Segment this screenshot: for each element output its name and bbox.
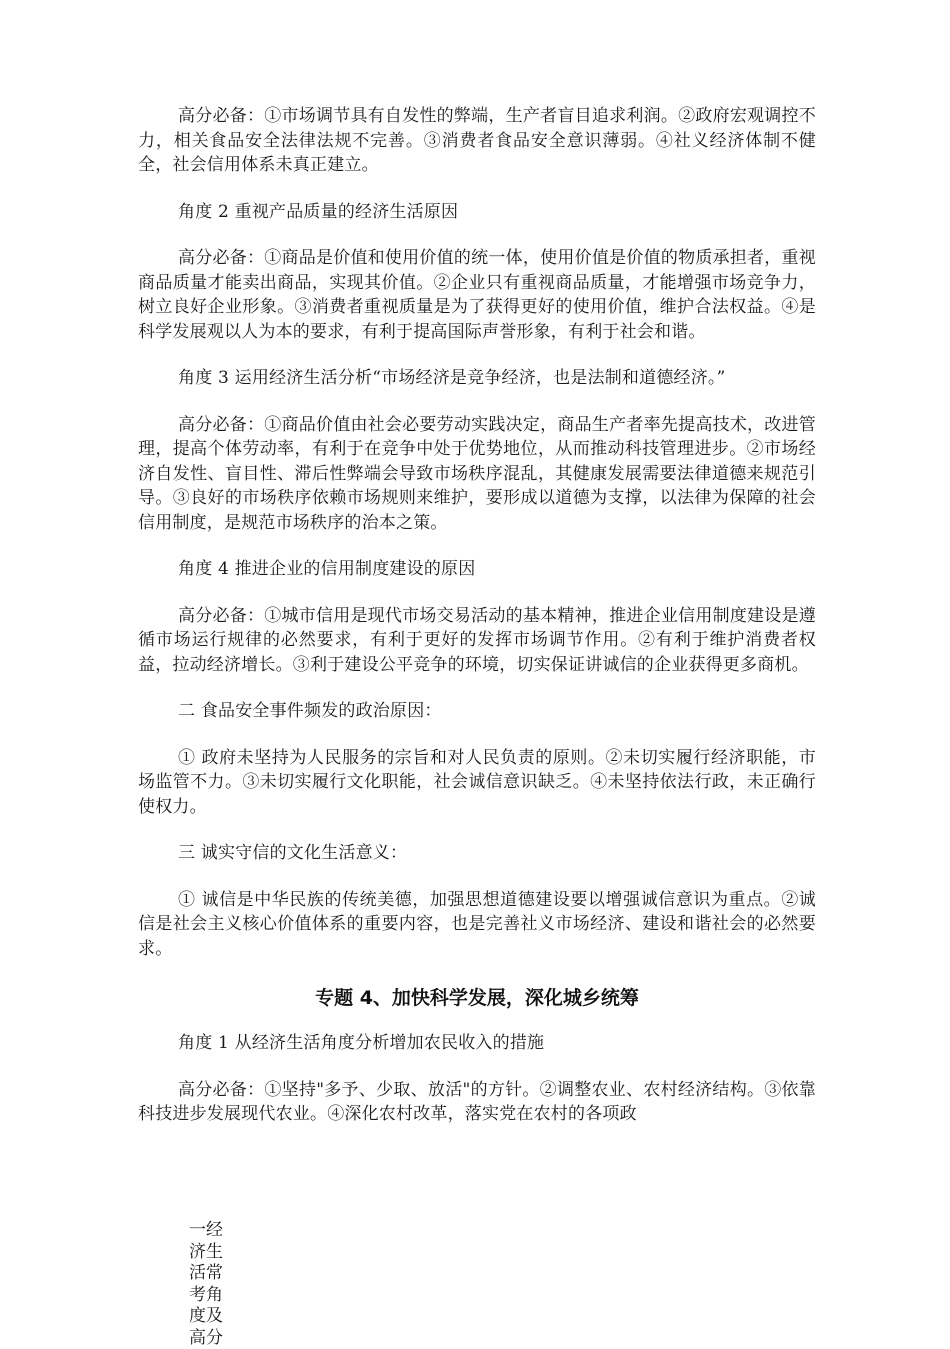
- paragraph-heading-cultural: 三 诚实守信的文化生活意义：: [138, 841, 816, 866]
- vertical-text-line: 济生: [189, 1242, 229, 1264]
- vertical-text-line: 活常: [189, 1263, 229, 1285]
- vertical-text-line: 一经: [189, 1220, 229, 1242]
- section-title: 专题 4、加快科学发展，深化城乡统筹: [138, 983, 816, 1013]
- vertical-text-block: [189, 1220, 229, 1349]
- vertical-text-line: 度及: [189, 1306, 229, 1328]
- document-body: [138, 104, 816, 1127]
- paragraph-answer-3: 高分必备：①商品价值由社会必要劳动实践决定，商品生产者率先提高技术，改进管理，提高个体劳动率，有利于在竞争中处于优势地位，从而推动科技管理进步。②市场经济自发性、盲目性、滞后性弊端会导致市场秩序混乱，其健康发展需要法律道德来规范引导。③良好的市场秩序依赖市场规则来维护，要形成以道德为支撑，以法律为保障的社会信用制度，是规范市场秩序的治本之策。: [138, 413, 816, 536]
- vertical-text-line: 考角: [189, 1285, 229, 1307]
- paragraph-answer-political: ① 政府未坚持为人民服务的宗旨和对人民负责的原则。②未切实履行经济职能，市场监管不力。③未切实履行文化职能，社会诚信意识缺乏。④未坚持依法行政，未正确行使权力。: [138, 746, 816, 820]
- paragraph-heading-political: 二 食品安全事件频发的政治原因：: [138, 699, 816, 724]
- paragraph-heading-angle-3: 角度 3 运用经济生活分析“市场经济是竞争经济，也是法制和道德经济。”: [138, 366, 816, 391]
- paragraph-heading-angle-2: 角度 2 重视产品质量的经济生活原因: [138, 200, 816, 225]
- paragraph-answer-cultural: ① 诚信是中华民族的传统美德，加强思想道德建设要以增强诚信意识为重点。②诚信是社会主义核心价值体系的重要内容，也是完善社义市场经济、建设和谐社会的必然要求。: [138, 888, 816, 962]
- vertical-text-line: 高分: [189, 1328, 229, 1349]
- paragraph-answer-2: 高分必备：①商品是价值和使用价值的统一体，使用价值是价值的物质承担者，重视商品质量才能卖出商品，实现其价值。②企业只有重视商品质量，才能增强市场竞争力，树立良好企业形象。③消费者重视质量是为了获得更好的使用价值，维护合法权益。④是科学发展观以人为本的要求，有利于提高国际声誉形象，有利于社会和谐。: [138, 246, 816, 344]
- paragraph-heading-topic4-angle-1: 角度 1 从经济生活角度分析增加农民收入的措施: [138, 1031, 816, 1056]
- paragraph-answer-1: 高分必备：①市场调节具有自发性的弊端，生产者盲目追求利润。②政府宏观调控不力，相关食品安全法律法规不完善。③消费者食品安全意识薄弱。④社义经济体制不健全，社会信用体系未真正建立。: [138, 104, 816, 178]
- paragraph-heading-angle-4: 角度 4 推进企业的信用制度建设的原因: [138, 557, 816, 582]
- paragraph-answer-4: 高分必备：①城市信用是现代市场交易活动的基本精神，推进企业信用制度建设是遵循市场运行规律的必然要求，有利于更好的发挥市场调节作用。②有利于维护消费者权益，拉动经济增长。③利于建设公平竞争的环境，切实保证讲诚信的企业获得更多商机。: [138, 604, 816, 678]
- paragraph-answer-topic4: 高分必备：①坚持"多予、少取、放活"的方针。②调整农业、农村经济结构。③依靠科技进步发展现代农业。④深化农村改革，落实党在农村的各项政: [138, 1078, 816, 1127]
